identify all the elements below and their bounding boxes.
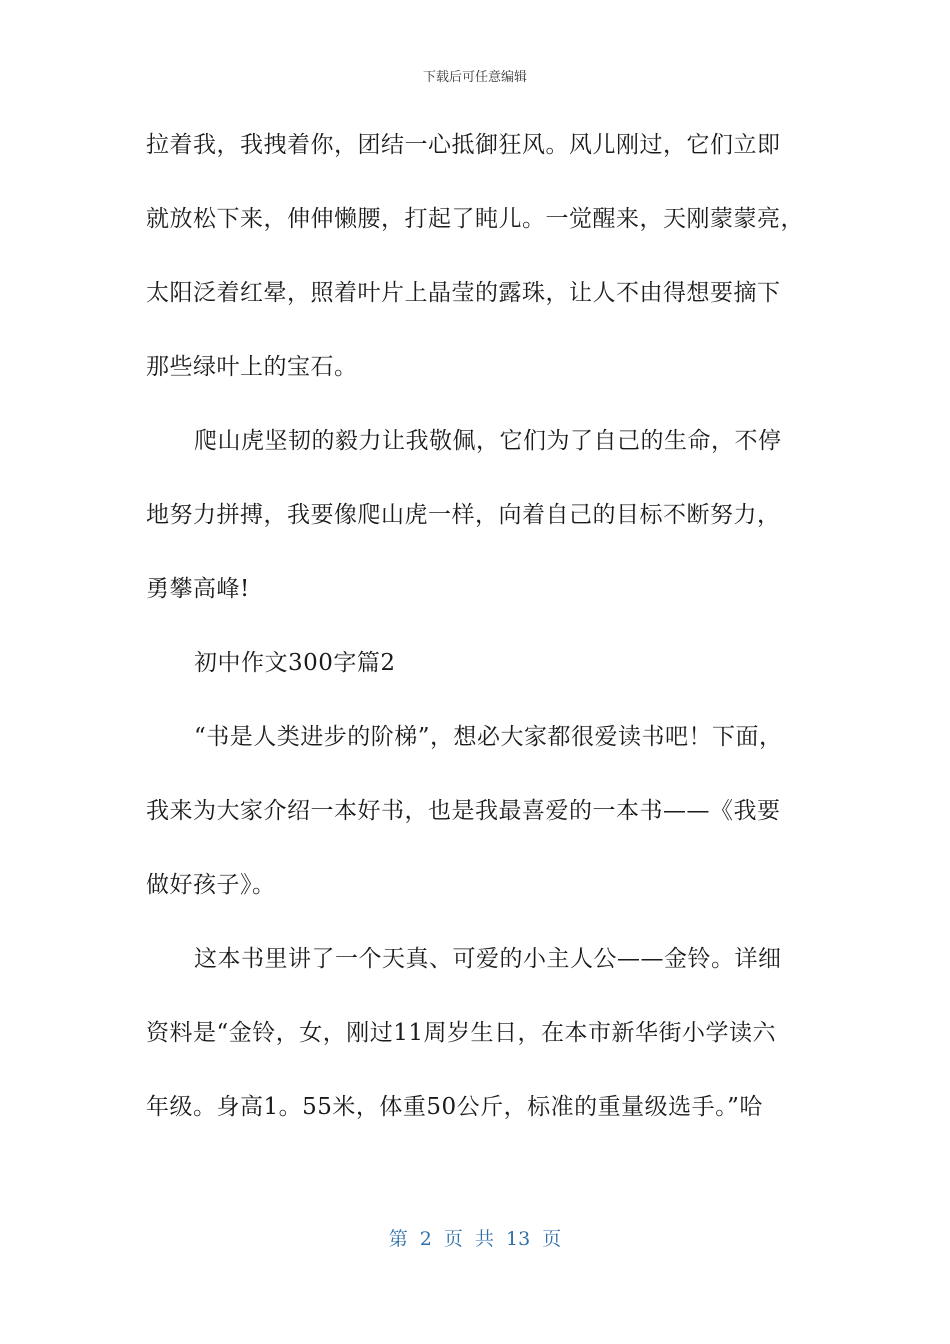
text-line: 太阳泛着红晕，照着叶片上晶莹的露珠，让人不由得想要摘下: [146, 280, 781, 306]
text-line: 我来为大家介绍一本好书，也是我最喜爱的一本书——《我要: [146, 798, 781, 824]
text-line: 拉着我，我拽着你，团结一心抵御狂风。风儿刚过，它们立即: [146, 132, 781, 158]
text-line: 年级。身高1。55米，体重50公斤，标准的重量级选手。”哈: [146, 1094, 763, 1120]
section-heading: 初中作文300字篇2: [194, 650, 396, 676]
text-line: 就放松下来，伸伸懒腰，打起了盹儿。一觉醒来，天刚蒙蒙亮，: [146, 206, 804, 232]
text-line: 勇攀高峰!: [146, 576, 250, 602]
paragraph-start-line: 这本书里讲了一个天真、可爱的小主人公——金铃。详细: [194, 946, 782, 972]
page-header: 下载后可任意编辑: [422, 70, 527, 85]
document-body: [146, 120, 806, 1156]
text-line: 那些绿叶上的宝石。: [146, 354, 358, 380]
text-line: 资料是“金铃，女，刚过11周岁生日，在本市新华街小学读六: [146, 1020, 777, 1046]
paragraph-start-line: 爬山虎坚韧的毅力让我敬佩，它们为了自己的生命，不停: [194, 428, 782, 454]
text-line: 地努力拼搏，我要像爬山虎一样，向着自己的目标不断努力，: [146, 502, 781, 528]
paragraph-start-line: “书是人类进步的阶梯”，想必大家都很爱读书吧！下面，: [194, 724, 783, 750]
text-line: 做好孩子》。: [146, 872, 276, 898]
page-number-footer: 第 2 页 共 13 页: [388, 1228, 562, 1250]
